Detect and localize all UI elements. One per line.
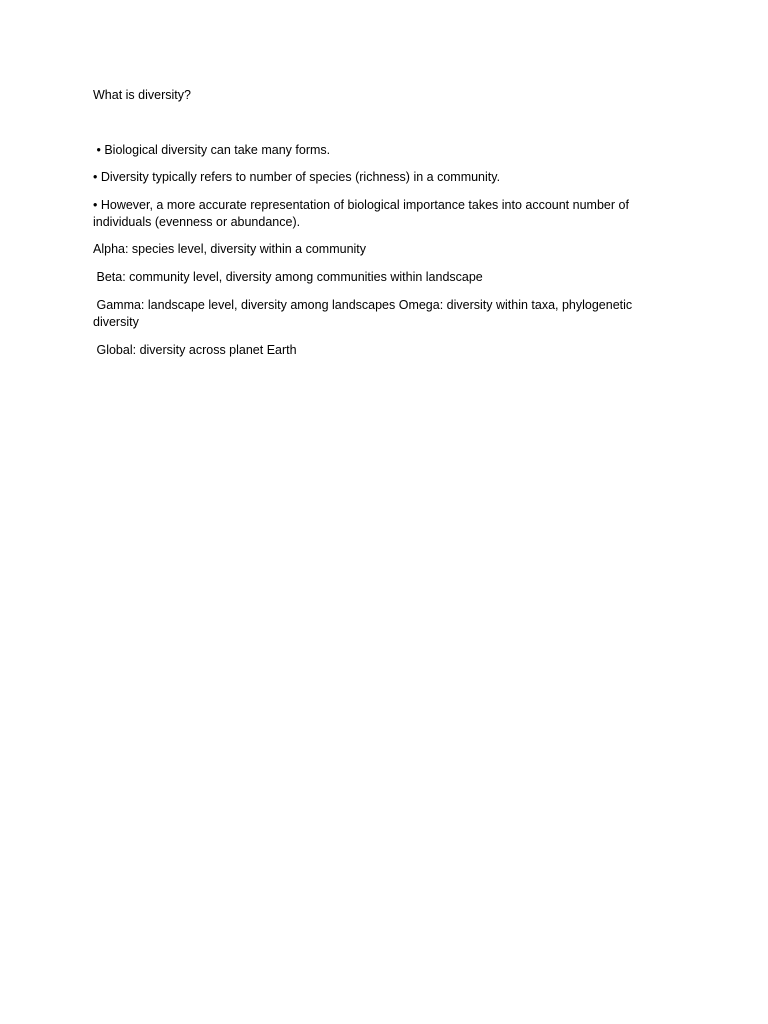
bullet-evenness-abundance: • However, a more accurate representation of biological importance takes into account number of individuals (evenness or abundance). xyxy=(93,198,633,229)
paragraph-global-diversity: Global: diversity across planet Earth xyxy=(93,343,297,357)
bullet-species-richness: • Diversity typically refers to number of species (richness) in a community. xyxy=(93,170,501,184)
bullet-biological-diversity: • Biological diversity can take many forms. xyxy=(93,143,331,157)
paragraph-alpha-diversity: Alpha: species level, diversity within a community xyxy=(93,242,367,256)
paragraph-gamma-omega-diversity: Gamma: landscape level, diversity among landscapes Omega: diversity within taxa, phylogenetic diversity xyxy=(93,298,636,329)
document-title: What is diversity? xyxy=(93,88,191,102)
paragraph-beta-diversity: Beta: community level, diversity among communities within landscape xyxy=(93,270,483,284)
